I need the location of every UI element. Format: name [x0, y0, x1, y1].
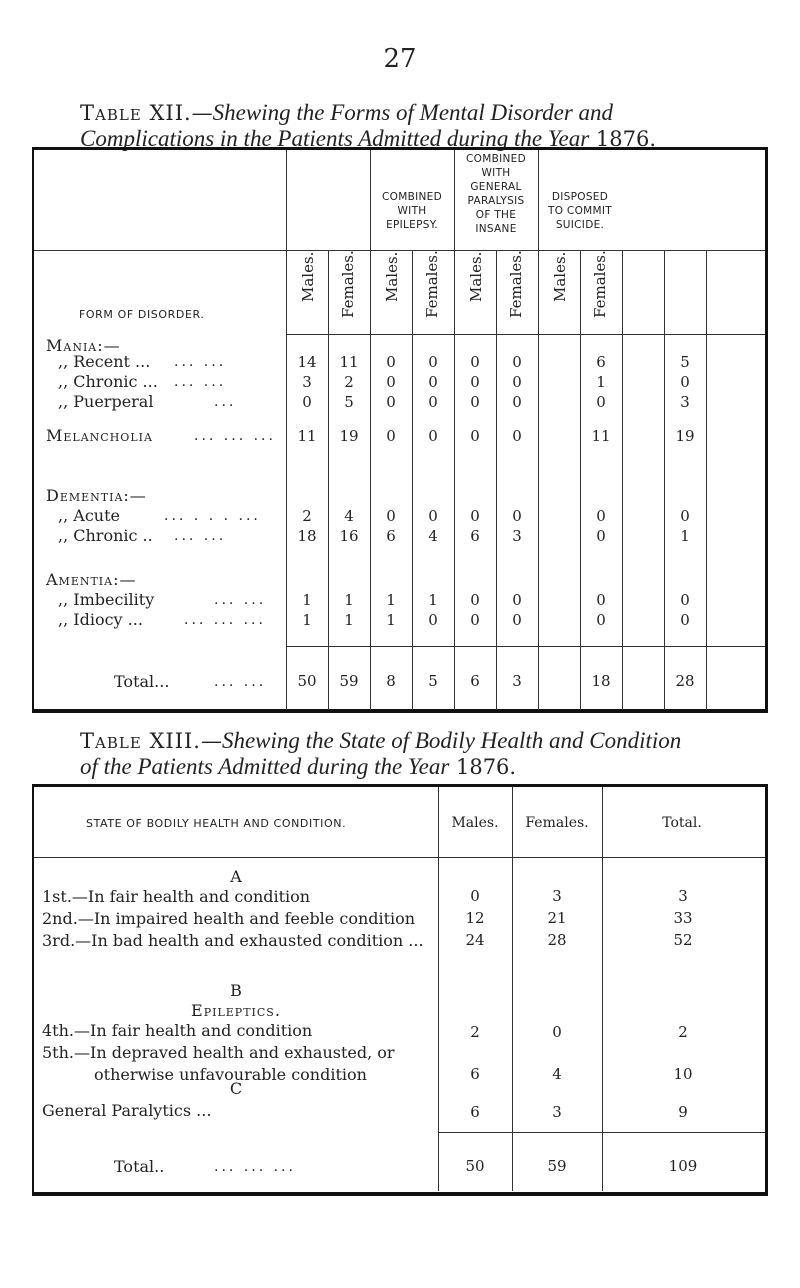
form-of-disorder-header: FORM OF DISORDER. — [79, 308, 205, 321]
cell-value: 0 — [596, 507, 606, 525]
total-value: 50 — [297, 672, 317, 690]
col-males: Males. — [551, 251, 569, 302]
col-total: Total. — [662, 815, 702, 831]
total-value: 8 — [386, 672, 396, 690]
cell-value: 3 — [552, 1103, 562, 1121]
table-13-year: 1876. — [455, 755, 517, 779]
cell-value: 2 — [470, 1023, 480, 1041]
table-13-title-line1: Shewing the State of Bodily Health and Condition — [221, 728, 682, 753]
table-13: STATE OF BODILY HEALTH AND CONDITION. Males. Females. Total. A B Epileptics. C 1st.—In fair health and condition 0 3 3 2nd.—In impaired health and feeble condition 12 21 33 3rd.—In bad health and exhausted condition ... 24 28 52 4th.—In fair health and condition 2 0 2 5th.—In depraved health and exhausted, or otherwise unfavourable condition 6 4 10 General Paralytics ... 6 3 9 Total.. ... ... ... 50 59 109 — [32, 784, 768, 1196]
total-value: 59 — [339, 672, 359, 690]
cell-value: 6 — [470, 527, 480, 545]
row-label: Melancholia — [46, 426, 153, 445]
cell-value: 10 — [673, 1065, 693, 1083]
cell-value: 4 — [428, 527, 438, 545]
cell-value: 0 — [512, 373, 522, 391]
cell-value: 1 — [386, 611, 396, 629]
cell-value: 1 — [680, 527, 690, 545]
col-females: Females. — [525, 815, 589, 831]
cell-value: 0 — [428, 507, 438, 525]
total-value: 3 — [512, 672, 522, 690]
cell-value: 0 — [386, 353, 396, 371]
total-value: 28 — [675, 672, 695, 690]
total-value: 50 — [465, 1157, 485, 1175]
total-value: 109 — [668, 1157, 698, 1175]
table-13-title-line2: of the Patients Admitted during the Year — [80, 754, 450, 779]
cell-value: 6 — [386, 527, 396, 545]
cell-value: 0 — [552, 1023, 562, 1041]
row-label: ,, Imbecility — [58, 590, 155, 609]
row-label: 2nd.—In impaired health and feeble condition — [42, 909, 416, 928]
cell-value: 0 — [428, 393, 438, 411]
cell-value: 3 — [680, 393, 690, 411]
row-label: ,, Recent ... — [58, 352, 151, 371]
row-label: 3rd.—In bad health and exhausted condition ... — [42, 931, 424, 950]
header-suicide: DISPOSED TO COMMIT SUICIDE. — [548, 191, 612, 231]
cell-value: 9 — [678, 1103, 688, 1121]
cell-value: 6 — [470, 1103, 480, 1121]
cell-value: 12 — [465, 909, 485, 927]
cell-value: 0 — [386, 427, 396, 445]
cell-value: 0 — [596, 527, 606, 545]
cell-value: 4 — [344, 507, 354, 525]
row-label: 4th.—In fair health and condition — [42, 1021, 313, 1040]
cell-value: 0 — [470, 353, 480, 371]
col-males: Males. — [383, 251, 401, 302]
cell-value: 0 — [428, 611, 438, 629]
col-males: Males. — [467, 251, 485, 302]
cell-value: 1 — [428, 591, 438, 609]
row-label: ,, Idiocy ... — [58, 610, 143, 629]
cell-value: 4 — [552, 1065, 562, 1083]
cell-value: 0 — [680, 507, 690, 525]
page-number: 27 — [383, 44, 417, 74]
cell-value: 1 — [344, 611, 354, 629]
cell-value: 5 — [680, 353, 690, 371]
cell-value: 0 — [428, 353, 438, 371]
table-12-title-line1: Shewing the Forms of Mental Disorder and — [212, 100, 614, 125]
cell-value: 21 — [547, 909, 567, 927]
cell-value: 0 — [596, 611, 606, 629]
col-males: Males. — [299, 251, 317, 302]
cell-value: 0 — [470, 393, 480, 411]
cell-value: 1 — [302, 591, 312, 609]
total-label: Total... — [114, 672, 170, 691]
col-females: Females. — [591, 250, 609, 318]
col-females: Females. — [423, 250, 441, 318]
row-label: 1st.—In fair health and condition — [42, 887, 311, 906]
group-dementia: Dementia:— — [46, 486, 147, 505]
cell-value: 0 — [386, 393, 396, 411]
cell-value: 0 — [512, 353, 522, 371]
cell-value: 0 — [680, 591, 690, 609]
cell-value: 0 — [470, 373, 480, 391]
cell-value: 0 — [596, 393, 606, 411]
cell-value: 0 — [680, 373, 690, 391]
cell-value: 16 — [339, 527, 359, 545]
total-value: 5 — [428, 672, 438, 690]
cell-value: 2 — [678, 1023, 688, 1041]
table-13-title: Table XIII.—Shewing the State of Bodily Health and Condition of the Patients Admitted during the Year 1876. — [80, 728, 682, 779]
row-label: ,, Chronic .. — [58, 526, 153, 545]
cell-value: 0 — [470, 591, 480, 609]
cell-value: 0 — [428, 373, 438, 391]
cell-value: 0 — [512, 507, 522, 525]
total-value: 59 — [547, 1157, 567, 1175]
cell-value: 19 — [339, 427, 359, 445]
group-amentia: Amentia:— — [46, 570, 137, 589]
cell-value: 14 — [297, 353, 317, 371]
cell-value: 3 — [512, 527, 522, 545]
cell-value: 33 — [673, 909, 693, 927]
cell-value: 2 — [344, 373, 354, 391]
cell-value: 3 — [552, 887, 562, 905]
cell-value: 52 — [673, 931, 693, 949]
table-12-year: 1876. — [595, 127, 657, 151]
cell-value: 5 — [344, 393, 354, 411]
row-label: ,, Puerperal — [58, 392, 154, 411]
cell-value: 3 — [678, 887, 688, 905]
cell-value: 0 — [302, 393, 312, 411]
total-value: 18 — [591, 672, 611, 690]
cell-value: 18 — [297, 527, 317, 545]
col-males: Males. — [451, 815, 499, 831]
cell-value: 0 — [512, 427, 522, 445]
section-b-sub: Epileptics. — [191, 1001, 281, 1020]
state-header: STATE OF BODILY HEALTH AND CONDITION. — [86, 817, 347, 830]
cell-value: 0 — [386, 507, 396, 525]
cell-value: 11 — [591, 427, 611, 445]
cell-value: 0 — [512, 611, 522, 629]
section-b: B — [230, 981, 242, 1000]
row-label: 5th.—In depraved health and exhausted, or — [42, 1043, 395, 1062]
total-label: Total.. — [114, 1157, 165, 1176]
cell-value: 28 — [547, 931, 567, 949]
cell-value: 0 — [680, 611, 690, 629]
cell-value: 19 — [675, 427, 695, 445]
cell-value: 0 — [596, 591, 606, 609]
section-a: A — [230, 867, 242, 886]
header-paralysis: COMBINED WITH GENERAL PARALYSIS OF THE INSANE — [466, 153, 526, 235]
cell-value: 1 — [344, 591, 354, 609]
cell-value: 0 — [386, 373, 396, 391]
cell-value: 3 — [302, 373, 312, 391]
cell-value: 2 — [302, 507, 312, 525]
row-label: ,, Acute — [58, 506, 120, 525]
col-females: Females. — [507, 250, 525, 318]
table-12-title-line2: Complications in the Patients Admitted during the Year — [80, 126, 590, 151]
col-females: Females. — [339, 250, 357, 318]
cell-value: 1 — [386, 591, 396, 609]
header-epilepsy: COMBINED WITH EPILEPSY. — [382, 191, 442, 231]
cell-value: 0 — [428, 427, 438, 445]
table-12-title: Table XII.—Shewing the Forms of Mental Disorder and Complications in the Patients Admitted during the Year 1876. — [80, 100, 657, 151]
group-mania: Mania:— — [46, 336, 121, 355]
cell-value: 0 — [470, 507, 480, 525]
cell-value: 6 — [596, 353, 606, 371]
section-c: C — [229, 1079, 243, 1098]
cell-value: 11 — [339, 353, 359, 371]
row-label-continued: otherwise unfavourable condition — [94, 1065, 367, 1084]
cell-value: 0 — [470, 427, 480, 445]
cell-value: 1 — [302, 611, 312, 629]
cell-value: 24 — [465, 931, 485, 949]
total-value: 6 — [470, 672, 480, 690]
cell-value: 0 — [470, 611, 480, 629]
table-12: COMBINED WITH EPILEPSY. COMBINED WITH GENERAL PARALYSIS OF THE INSANE DISPOSED TO COMMIT SUICIDE. FORM OF DISORDER. Males. Females. Males. Females. Males. Females. Males. Females. Mania:— Dementia:— Amentia:— ,, Recent ... ... ... 14 11 0 0 0 0 6 5 ,, Chronic ... ... ... 3 2 0 0 0 0 1 0 ,, Puerperal ... 0 5 0 0 0 0 0 3 Melancholia ... ... ... 11 19 0 0 0 0 11 19 ,, Acute ... . . . ... 2 4 0 0 0 0 0 0 ,, Chronic .. ... ... 18 16 6 4 6 3 0 1 ,, Imbecility ... ... 1 1 1 1 0 0 0 0 ,, Idiocy ... ... ... ... 1 1 1 0 0 0 0 0 Total... ... ... 50 59 8 5 6 3 18 28 — [32, 147, 768, 713]
cell-value: 6 — [470, 1065, 480, 1083]
table-13-label: Table XIII. — [80, 729, 201, 753]
cell-value: 1 — [596, 373, 606, 391]
cell-value: 0 — [470, 887, 480, 905]
row-label: ,, Chronic ... — [58, 372, 158, 391]
cell-value: 11 — [297, 427, 317, 445]
cell-value: 0 — [512, 591, 522, 609]
cell-value: 0 — [512, 393, 522, 411]
row-label: General Paralytics ... — [42, 1101, 212, 1120]
table-12-label: Table XII. — [80, 101, 192, 125]
